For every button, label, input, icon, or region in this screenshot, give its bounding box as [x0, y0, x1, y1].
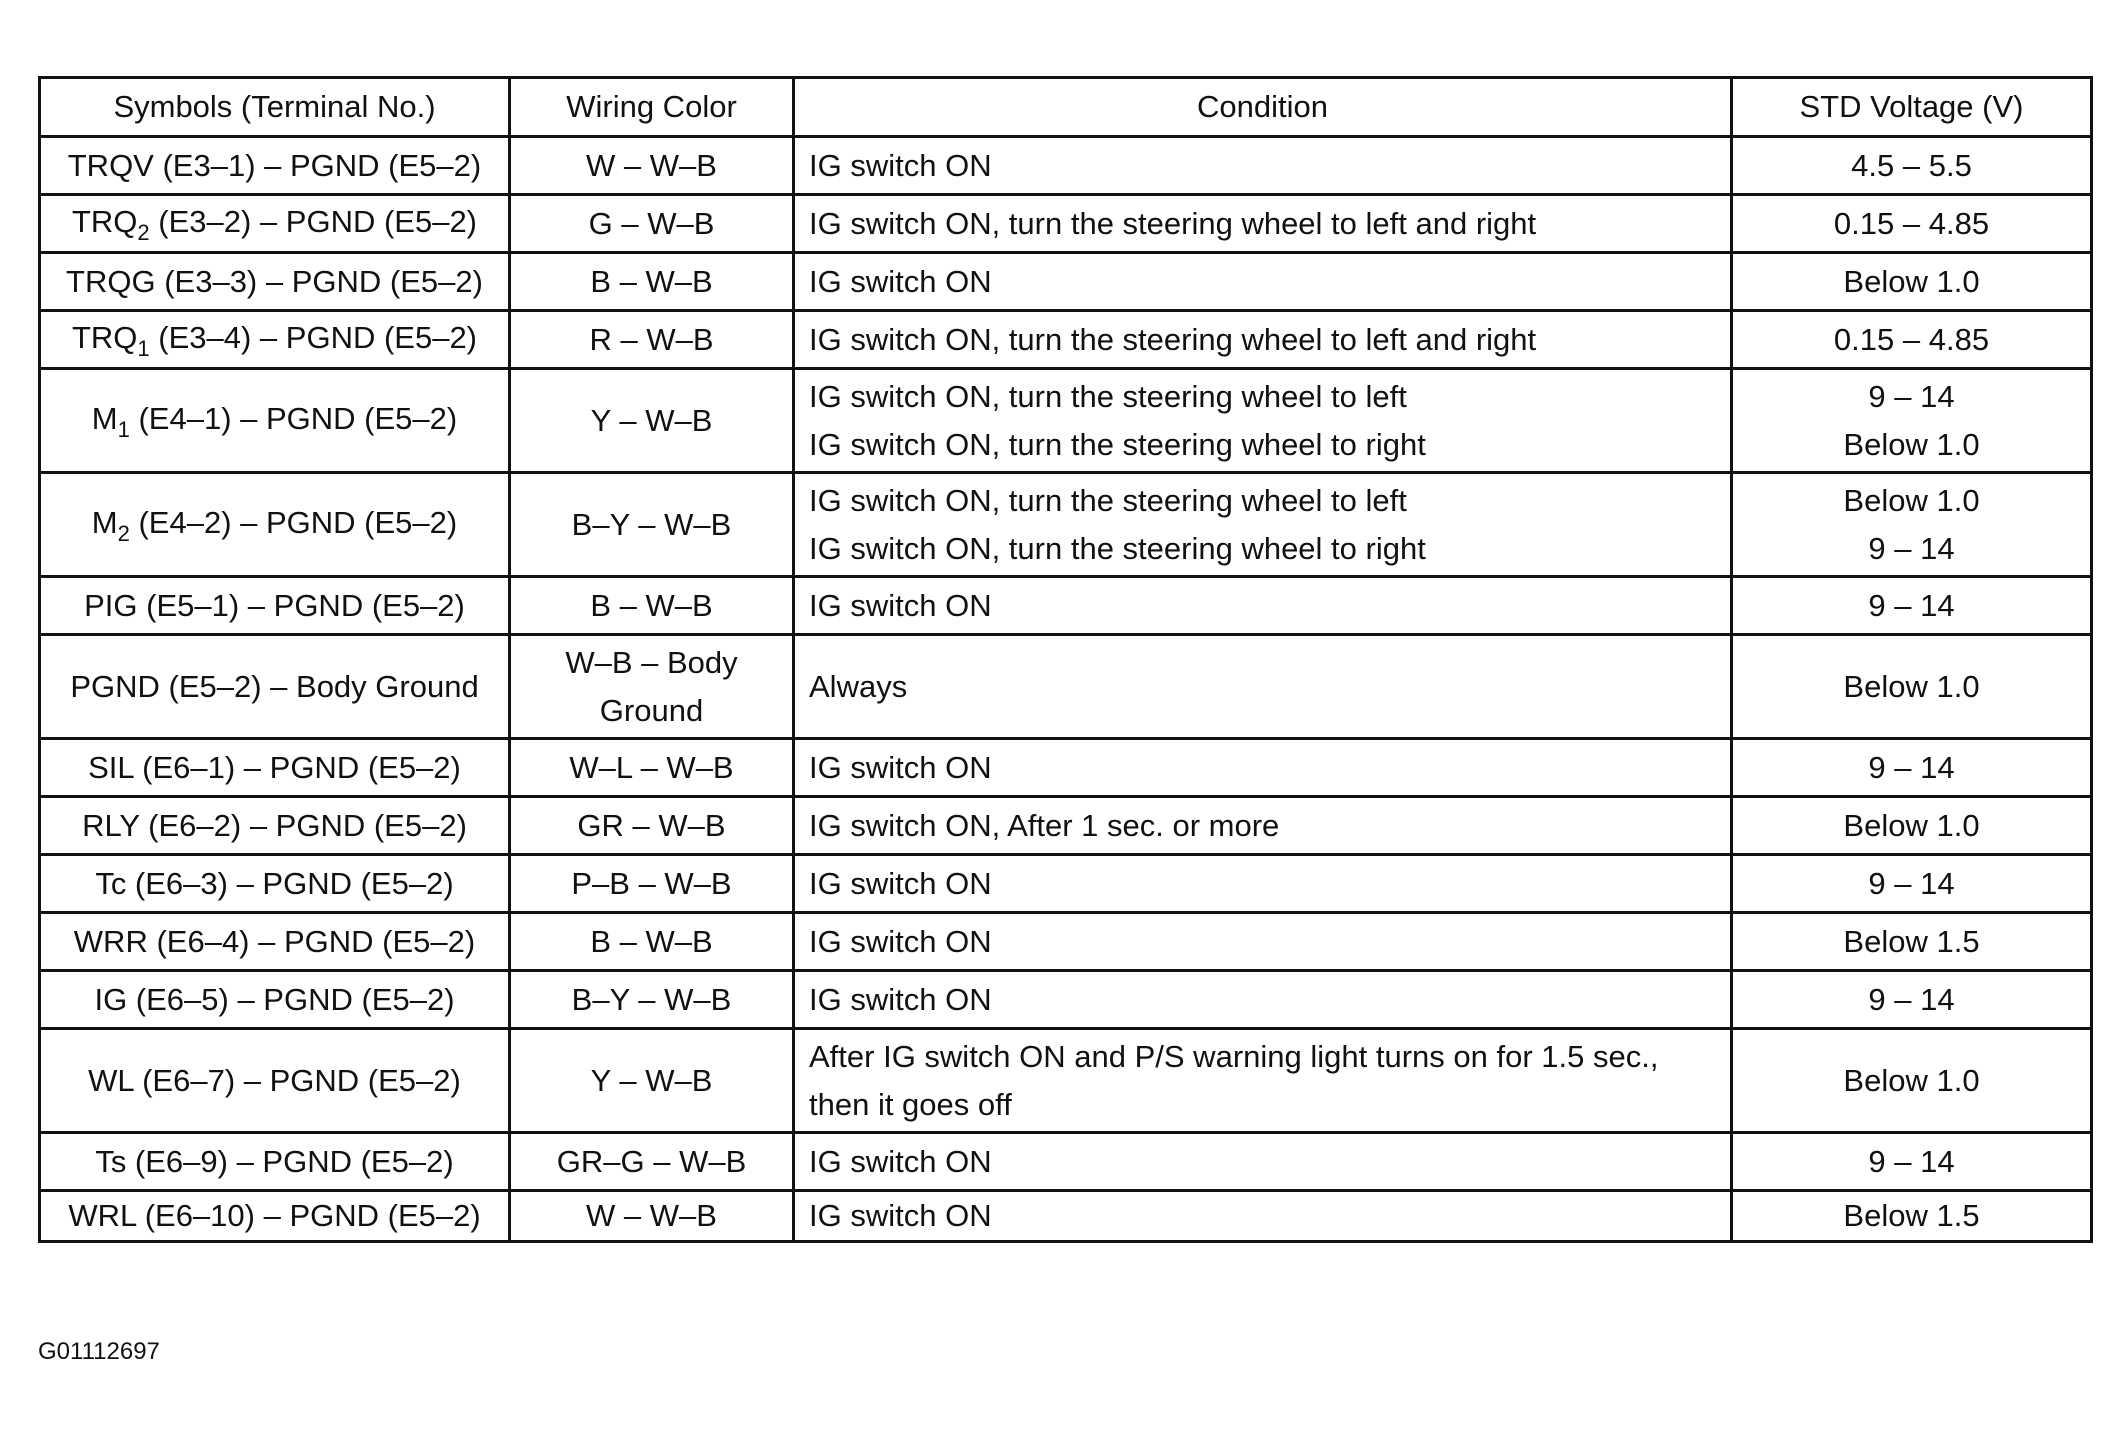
symbol-terminals: (E3–4) – PGND (E5–2) — [149, 320, 478, 355]
symbol-name: Ts — [95, 1143, 127, 1179]
cell-condition-line: IG switch ON — [809, 587, 992, 623]
cell-condition-line: IG switch ON — [809, 981, 992, 1017]
cell-wiring-color — [510, 369, 794, 473]
cell-wiring-color-line: GR – W–B — [577, 807, 726, 843]
symbol-name: TRQV — [67, 147, 154, 183]
table-row — [40, 971, 2092, 1029]
cell-wiring-color — [510, 311, 794, 369]
table-row — [40, 577, 2092, 635]
cell-wiring-color — [510, 1029, 794, 1133]
symbol-terminals: (E6–9) – PGND (E5–2) — [126, 1143, 454, 1179]
cell-wiring-color — [510, 473, 794, 577]
cell-symbol — [40, 1191, 510, 1242]
cell-std-voltage — [1732, 195, 2092, 253]
cell-std-voltage — [1732, 635, 2092, 739]
cell-symbol — [40, 137, 510, 195]
symbol-subscript: 1 — [137, 336, 150, 361]
cell-wiring-color — [510, 577, 794, 635]
cell-std-voltage-line: 9 – 14 — [1868, 749, 1955, 785]
cell-wiring-color — [510, 253, 794, 311]
table-row — [40, 739, 2092, 797]
symbol-name: TRQ — [71, 204, 138, 239]
cell-symbol — [40, 971, 510, 1029]
cell-wiring-color-line: W–B – Body — [565, 644, 738, 680]
cell-wiring-color-line: R – W–B — [589, 321, 714, 357]
cell-condition — [794, 739, 1732, 797]
table-row — [40, 1029, 2092, 1133]
header-condition: Condition — [794, 78, 1732, 137]
cell-wiring-color-line: B – W–B — [590, 263, 713, 299]
symbol-terminals: (E6–4) – PGND (E5–2) — [147, 923, 476, 959]
header-wiring-color: Wiring Color — [510, 78, 794, 137]
cell-wiring-color-line: W – W–B — [586, 147, 717, 183]
cell-std-voltage-line: 9 – 14 — [1868, 981, 1955, 1017]
symbol-name: WL — [88, 1062, 134, 1098]
cell-condition — [794, 311, 1732, 369]
cell-wiring-color — [510, 797, 794, 855]
table-row — [40, 253, 2092, 311]
symbol-name: TRQG — [66, 263, 156, 299]
cell-condition-line: IG switch ON — [809, 1198, 992, 1233]
symbol-name: WRL — [68, 1198, 137, 1233]
cell-std-voltage — [1732, 797, 2092, 855]
cell-symbol — [40, 797, 510, 855]
symbol-name: WRR — [73, 923, 148, 959]
symbol-terminals: (E4–2) – PGND (E5–2) — [129, 505, 458, 540]
symbol-name: PIG — [84, 587, 138, 623]
symbol-terminals: (E5–1) – PGND (E5–2) — [137, 587, 465, 623]
symbol-terminals: (E6–2) – PGND (E5–2) — [139, 807, 467, 843]
table-row — [40, 635, 2092, 739]
cell-condition-line: IG switch ON, turn the steering wheel to left and right — [809, 321, 1537, 357]
cell-std-voltage-line: Below 1.0 — [1843, 1062, 1980, 1098]
symbol-name: Tc — [95, 865, 127, 901]
spec-table-container — [38, 76, 2090, 1243]
cell-condition-line: IG switch ON — [809, 263, 992, 299]
cell-std-voltage — [1732, 1191, 2092, 1242]
cell-condition — [794, 1133, 1732, 1191]
symbol-name: TRQ — [71, 320, 138, 355]
cell-std-voltage — [1732, 1133, 2092, 1191]
cell-wiring-color-line: Y – W–B — [590, 402, 713, 438]
cell-condition-line: IG switch ON, turn the steering wheel to left — [809, 482, 1407, 518]
cell-std-voltage-line: 9 – 14 — [1868, 1143, 1955, 1179]
symbol-subscript: 2 — [117, 521, 130, 546]
cell-wiring-color-line: W – W–B — [586, 1198, 717, 1233]
cell-wiring-color — [510, 739, 794, 797]
cell-wiring-color — [510, 195, 794, 253]
cell-condition-line: IG switch ON — [809, 923, 992, 959]
cell-std-voltage — [1732, 971, 2092, 1029]
symbol-name: RLY — [82, 807, 140, 843]
symbol-subscript: 1 — [117, 417, 130, 442]
cell-symbol — [40, 635, 510, 739]
cell-symbol — [40, 253, 510, 311]
cell-std-voltage — [1732, 739, 2092, 797]
cell-symbol — [40, 913, 510, 971]
table-body — [40, 137, 2092, 1242]
cell-wiring-color — [510, 913, 794, 971]
cell-std-voltage-line: 0.15 – 4.85 — [1833, 205, 1990, 241]
cell-symbol — [40, 1029, 510, 1133]
terminal-voltage-table — [38, 76, 2093, 1243]
symbol-terminals: (E3–1) – PGND (E5–2) — [153, 147, 482, 183]
cell-wiring-color — [510, 137, 794, 195]
cell-std-voltage — [1732, 473, 2092, 577]
cell-condition-line: IG switch ON, After 1 sec. or more — [809, 807, 1280, 843]
symbol-name: IG — [94, 981, 128, 1017]
table-row — [40, 1191, 2092, 1242]
cell-condition — [794, 1191, 1732, 1242]
cell-condition — [794, 971, 1732, 1029]
cell-std-voltage-line: Below 1.5 — [1843, 1198, 1980, 1233]
cell-wiring-color-line: B–Y – W–B — [571, 981, 732, 1017]
cell-wiring-color-line: B – W–B — [590, 587, 713, 623]
cell-wiring-color — [510, 635, 794, 739]
cell-wiring-color-line: GR–G – W–B — [556, 1143, 747, 1179]
cell-std-voltage — [1732, 913, 2092, 971]
symbol-terminals: (E6–10) – PGND (E5–2) — [136, 1198, 481, 1233]
header-std-voltage: STD Voltage (V) — [1732, 78, 2092, 137]
cell-std-voltage — [1732, 1029, 2092, 1133]
symbol-name: SIL — [88, 749, 134, 785]
symbol-terminals: (E6–1) – PGND (E5–2) — [133, 749, 461, 785]
symbol-name: M — [91, 505, 118, 540]
cell-condition — [794, 855, 1732, 913]
cell-std-voltage — [1732, 253, 2092, 311]
cell-condition — [794, 369, 1732, 473]
symbol-terminals: (E5–2) – Body Ground — [159, 668, 479, 704]
cell-std-voltage — [1732, 577, 2092, 635]
cell-condition — [794, 1029, 1732, 1133]
cell-std-voltage-line: Below 1.0 — [1843, 668, 1980, 704]
cell-condition — [794, 473, 1732, 577]
cell-symbol — [40, 311, 510, 369]
symbol-name: PGND — [70, 668, 160, 704]
cell-condition-line: Always — [809, 668, 908, 704]
symbol-terminals: (E6–7) – PGND (E5–2) — [133, 1062, 461, 1098]
cell-condition — [794, 195, 1732, 253]
cell-symbol — [40, 473, 510, 577]
cell-wiring-color-line: Y – W–B — [590, 1062, 713, 1098]
cell-std-voltage-line: 9 – 14 — [1868, 530, 1955, 566]
cell-std-voltage-line: Below 1.5 — [1843, 923, 1980, 959]
symbol-terminals: (E3–2) – PGND (E5–2) — [149, 204, 478, 239]
cell-condition-line: then it goes off — [809, 1086, 1012, 1122]
symbol-terminals: (E3–3) – PGND (E5–2) — [155, 263, 483, 299]
cell-symbol — [40, 1133, 510, 1191]
cell-condition — [794, 253, 1732, 311]
cell-condition-line: IG switch ON, turn the steering wheel to right — [809, 426, 1426, 462]
table-row — [40, 195, 2092, 253]
cell-condition-line: IG switch ON, turn the steering wheel to right — [809, 530, 1426, 566]
cell-std-voltage-line: 9 – 14 — [1868, 378, 1955, 414]
cell-std-voltage-line: 9 – 14 — [1868, 865, 1955, 901]
table-row — [40, 369, 2092, 473]
cell-condition-line: IG switch ON — [809, 147, 992, 183]
cell-condition-line: IG switch ON — [809, 1143, 992, 1179]
cell-symbol — [40, 855, 510, 913]
cell-condition — [794, 635, 1732, 739]
symbol-terminals: (E6–5) – PGND (E5–2) — [127, 981, 455, 1017]
symbol-name: M — [91, 401, 118, 436]
cell-wiring-color-line: G – W–B — [588, 205, 715, 241]
table-row — [40, 137, 2092, 195]
cell-std-voltage — [1732, 137, 2092, 195]
cell-condition — [794, 797, 1732, 855]
cell-condition — [794, 913, 1732, 971]
cell-symbol — [40, 195, 510, 253]
cell-std-voltage-line: 0.15 – 4.85 — [1833, 321, 1990, 357]
cell-wiring-color — [510, 971, 794, 1029]
cell-std-voltage-line: Below 1.0 — [1843, 482, 1980, 518]
table-row — [40, 797, 2092, 855]
cell-std-voltage-line: Below 1.0 — [1843, 807, 1980, 843]
figure-id: G01112697 — [38, 1338, 160, 1365]
symbol-subscript: 2 — [137, 220, 150, 245]
symbol-terminals: (E6–3) – PGND (E5–2) — [126, 865, 454, 901]
cell-wiring-color-line: Ground — [599, 692, 704, 728]
cell-condition — [794, 577, 1732, 635]
cell-symbol — [40, 577, 510, 635]
cell-wiring-color-line: B – W–B — [590, 923, 713, 959]
cell-wiring-color-line: B–Y – W–B — [571, 506, 732, 542]
table-row — [40, 473, 2092, 577]
cell-condition — [794, 137, 1732, 195]
cell-symbol — [40, 369, 510, 473]
cell-condition-line: After IG switch ON and P/S warning light turns on for 1.5 sec., — [809, 1038, 1659, 1074]
cell-condition-line: IG switch ON — [809, 865, 992, 901]
symbol-terminals: (E4–1) – PGND (E5–2) — [129, 401, 458, 436]
cell-symbol — [40, 739, 510, 797]
cell-std-voltage-line: 4.5 – 5.5 — [1851, 147, 1972, 183]
header-symbols: Symbols (Terminal No.) — [40, 78, 510, 137]
table-row — [40, 855, 2092, 913]
cell-std-voltage — [1732, 855, 2092, 913]
cell-std-voltage-line: Below 1.0 — [1843, 426, 1980, 462]
cell-condition-line: IG switch ON, turn the steering wheel to left and right — [809, 205, 1537, 241]
cell-condition-line: IG switch ON — [809, 749, 992, 785]
cell-std-voltage-line: Below 1.0 — [1843, 263, 1980, 299]
cell-std-voltage-line: 9 – 14 — [1868, 587, 1955, 623]
cell-condition-line: IG switch ON, turn the steering wheel to left — [809, 378, 1407, 414]
cell-wiring-color — [510, 1133, 794, 1191]
cell-wiring-color-line: W–L – W–B — [569, 749, 734, 785]
table-row — [40, 1133, 2092, 1191]
cell-wiring-color — [510, 855, 794, 913]
table-row — [40, 913, 2092, 971]
cell-wiring-color-line: P–B – W–B — [571, 865, 732, 901]
table-header-row — [40, 78, 2092, 137]
cell-std-voltage — [1732, 311, 2092, 369]
cell-std-voltage — [1732, 369, 2092, 473]
table-row — [40, 311, 2092, 369]
cell-wiring-color — [510, 1191, 794, 1242]
